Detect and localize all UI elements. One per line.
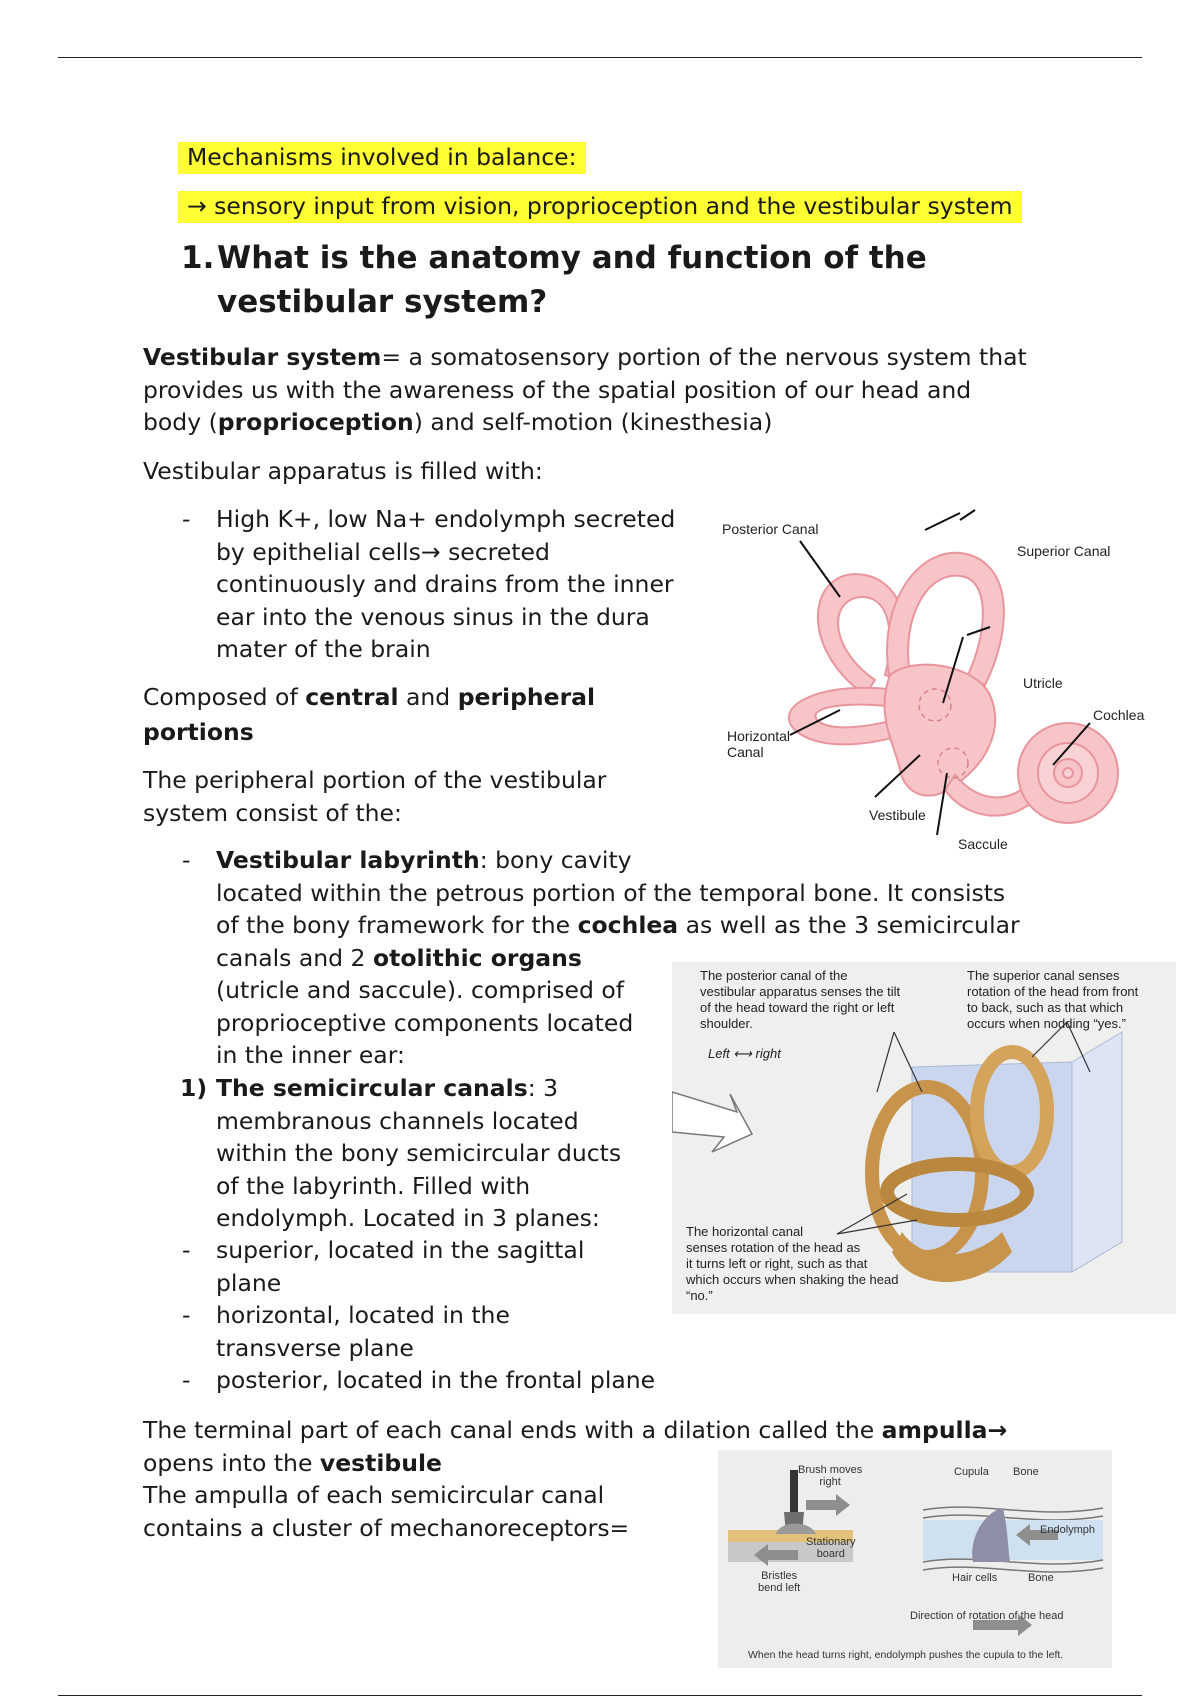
left-right-label: Left ⟷ right — [708, 1046, 781, 1061]
highlight-line-1: Mechanisms involved in balance: — [178, 141, 586, 174]
label-utricle: Utricle — [1023, 675, 1063, 691]
labyrinth-item: Vestibular labyrinth: bony cavity located within the petrous portion of the temporal bone. It consists of the bony framework for the cochlea as well as the 3 semicircular canals and 2 otolithic organs (utricle and saccule). comprised of proprioceptive components located in the inner ear: — [216, 846, 1020, 1069]
endolymph-dash: - — [182, 505, 191, 533]
label-bone-bottom: Bone — [1028, 1572, 1054, 1584]
label-saccule: Saccule — [958, 836, 1008, 852]
label-stationary-board: Stationary board — [806, 1536, 856, 1560]
label-direction: Direction of rotation of the head — [910, 1610, 1064, 1622]
endolymph-item: High K+, low Na+ endolymph secreted by epithelial cells→ secreted continuously and drains from the inner ear into the venous sinus in the dura mater of the brain — [216, 505, 676, 663]
label-superior-canal: Superior Canal — [1017, 543, 1111, 559]
canals-number: 1) — [180, 1074, 208, 1102]
plane-dash-2: - — [182, 1301, 191, 1329]
plane-dash-1: - — [182, 1236, 191, 1264]
superior-canal-caption: The superior canal senses rotation of the head from front to back, such as that which occurs when nodding “yes.” — [967, 968, 1139, 1031]
apparatus-intro: Vestibular apparatus is filled with: — [143, 457, 543, 485]
label-posterior-canal: Posterior Canal — [722, 521, 819, 537]
canal-orientation-figure — [672, 962, 1176, 1314]
plane-item-superior: superior, located in the sagittal plane — [216, 1236, 585, 1297]
label-vestibule: Vestibule — [869, 807, 926, 823]
highlight-line-2: → sensory input from vision, proprioception and the vestibular system — [178, 190, 1022, 223]
plane-item-posterior: posterior, located in the frontal plane — [216, 1366, 656, 1394]
canals-item: The semicircular canals: 3 membranous channels located within the bony semicircular ducts of the labyrinth. Filled with endolymph. Located in 3 planes: — [216, 1074, 622, 1232]
definition-paragraph: Vestibular system= a somatosensory portion of the nervous system that provides us with the awareness of the spatial position of our head and body (proprioception) and self-motion (kinesthesia) — [143, 343, 1027, 436]
section-heading: 1. What is the anatomy and function of the vestibular system? — [181, 240, 927, 320]
bottom-rule — [58, 1695, 1142, 1696]
label-bone-top: Bone — [1013, 1466, 1039, 1478]
label-horizontal-canal: Horizontal Canal — [727, 728, 791, 760]
cupula-figure — [718, 1450, 1112, 1668]
label-brush-moves: Brush moves right — [798, 1464, 863, 1488]
label-bristles: Bristles bend left — [758, 1570, 801, 1594]
top-rule — [58, 57, 1142, 58]
plane-dash-3: - — [182, 1366, 191, 1394]
posterior-canal-caption: The posterior canal of the vestibular apparatus senses the tilt of the head toward the right or left shoulder. — [700, 968, 901, 1031]
labyrinth-dash: - — [182, 846, 191, 874]
composed-paragraph: Composed of central and peripheral portions — [143, 683, 596, 746]
peripheral-intro: The peripheral portion of the vestibular system consist of the: — [143, 766, 607, 827]
label-cochlea: Cochlea — [1093, 707, 1145, 723]
plane-item-horizontal: horizontal, located in the transverse plane — [216, 1301, 510, 1362]
label-cupula: Cupula — [954, 1466, 989, 1478]
label-hair-cells: Hair cells — [952, 1572, 998, 1584]
label-endolymph: Endolymph — [1040, 1524, 1096, 1536]
cupula-illustration — [718, 1450, 1112, 1668]
horizontal-canal-caption: The horizontal canal senses rotation of the head as it turns left or right, such as that which occurs when shaking the head “no.” — [686, 1224, 899, 1303]
cupula-figure-caption: When the head turns right, endolymph pushes the cupula to the left. — [748, 1649, 1064, 1661]
terminal-paragraph: The terminal part of each canal ends with a dilation called the ampulla→ opens into the vestibule The ampulla of each semicircular canal contains a cluster of mechanoreceptors= — [143, 1416, 1008, 1542]
inner-ear-figure — [715, 505, 1165, 860]
